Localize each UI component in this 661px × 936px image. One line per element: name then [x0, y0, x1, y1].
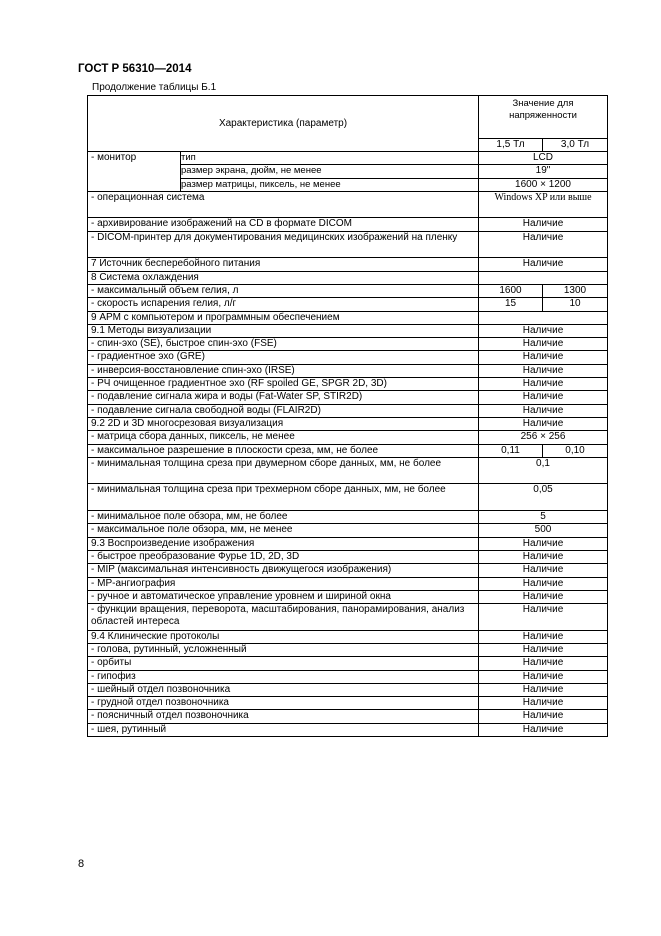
- value-rf-spoiled: Наличие: [479, 378, 608, 391]
- monitor-value: 1600 × 1200: [479, 178, 608, 191]
- param-fat-water: - подавление сигнала жира и воды (Fat-Water SP, STIR2D): [88, 391, 479, 404]
- value-flair: Наличие: [479, 404, 608, 417]
- param-playback: 9.3 Воспроизведение изображения: [88, 537, 479, 550]
- monitor-sub-label: размер матрицы, пиксель, не менее: [181, 178, 479, 191]
- param-os: - операционная система: [88, 191, 479, 218]
- table-row: [88, 258, 608, 271]
- table-row: [88, 524, 608, 537]
- monitor-value: 19": [479, 165, 608, 178]
- table-row: [88, 271, 608, 284]
- value-playback: Наличие: [479, 537, 608, 550]
- value-1-5t-helium-rate: 15: [479, 298, 543, 311]
- table-row: [88, 511, 608, 524]
- value-3-0t-helium-volume: 1300: [543, 284, 608, 297]
- param-head: - голова, рутинный, усложненный: [88, 643, 479, 656]
- table-row: [88, 231, 608, 258]
- param-mip: - MIP (максимальная интенсивность движущегося изображения): [88, 564, 479, 577]
- param-matrix: - матрица сбора данных, пиксель, не менее: [88, 431, 479, 444]
- table-row: [88, 723, 608, 736]
- param-window-level: - ручное и автоматическое управление уровнем и шириной окна: [88, 590, 479, 603]
- value-pituitary: Наличие: [479, 670, 608, 683]
- table-row: [88, 683, 608, 696]
- table-row: [88, 417, 608, 430]
- param-multislice: 9.2 2D и 3D многосрезовая визуализация: [88, 417, 479, 430]
- param-orbits: - орбиты: [88, 657, 479, 670]
- monitor-sub-label: тип: [181, 152, 479, 165]
- param-helium-rate: - скорость испарения гелия, л/г: [88, 298, 479, 311]
- table-row: [88, 697, 608, 710]
- column-header-1-5t: 1,5 Тл: [479, 139, 543, 152]
- value-mra: Наличие: [479, 577, 608, 590]
- value-3-0t-max-resolution: 0,10: [543, 444, 608, 457]
- value-head: Наличие: [479, 643, 608, 656]
- monitor-value: LCD: [479, 152, 608, 165]
- value-cooling: [479, 271, 608, 284]
- param-pituitary: - гипофиз: [88, 670, 479, 683]
- value-fft: Наличие: [479, 550, 608, 563]
- param-se-fse: - спин-эхо (SE), быстрое спин-эхо (FSE): [88, 338, 479, 351]
- value-max-fov: 500: [479, 524, 608, 537]
- table-row: [88, 191, 608, 218]
- value-dicom-printer: Наличие: [479, 231, 608, 258]
- param-helium-volume: - максимальный объем гелия, л: [88, 284, 479, 297]
- param-min-thickness-2d: - минимальная толщина среза при двумерном сборе данных, мм, не более: [88, 457, 479, 484]
- param-thoracic: - грудной отдел позвоночника: [88, 697, 479, 710]
- table-body: [88, 152, 608, 737]
- value-1-5t-max-resolution: 0,11: [479, 444, 543, 457]
- table-row: [88, 577, 608, 590]
- param-arm: 9 АРМ с компьютером и программным обеспечением: [88, 311, 479, 324]
- table-row: [88, 550, 608, 563]
- table-row: [88, 590, 608, 603]
- param-flair: - подавление сигнала свободной воды (FLAIR2D): [88, 404, 479, 417]
- table-row: [88, 351, 608, 364]
- value-cervical: Наличие: [479, 683, 608, 696]
- param-mra: - МР-ангиография: [88, 577, 479, 590]
- table-row: [88, 444, 608, 457]
- param-rf-spoiled: - РЧ очищенное градиентное эхо (RF spoiled GE, SPGR 2D, 3D): [88, 378, 479, 391]
- value-rotation: Наличие: [479, 604, 608, 631]
- table-row: [88, 657, 608, 670]
- value-neck: Наличие: [479, 723, 608, 736]
- param-vis-methods: 9.1 Методы визуализации: [88, 324, 479, 337]
- table-row: [88, 431, 608, 444]
- param-lumbar: - поясничный отдел позвоночника: [88, 710, 479, 723]
- param-cooling: 8 Система охлаждения: [88, 271, 479, 284]
- param-rotation: - функции вращения, переворота, масштабирования, панорамирования, анализ областей интереса: [88, 604, 479, 631]
- table-row: [88, 311, 608, 324]
- column-header-3-0t: 3,0 Тл: [543, 139, 608, 152]
- param-dicom-printer: - DICOM-принтер для документирования медицинских изображений на пленку: [88, 231, 479, 258]
- value-min-fov: 5: [479, 511, 608, 524]
- table-row: [88, 710, 608, 723]
- table-row: [88, 284, 608, 297]
- param-max-fov: - максимальное поле обзора, мм, не менее: [88, 524, 479, 537]
- value-min-thickness-3d: 0,05: [479, 484, 608, 511]
- table-row: [88, 218, 608, 231]
- value-se-fse: Наличие: [479, 338, 608, 351]
- table-row: [88, 537, 608, 550]
- value-irse: Наличие: [479, 364, 608, 377]
- table-row: [88, 152, 608, 165]
- value-os: Windows XP или выше: [479, 191, 608, 218]
- monitor-sub-label: размер экрана, дюйм, не менее: [181, 165, 479, 178]
- table-row: [88, 630, 608, 643]
- param-gre: - градиентное эхо (GRE): [88, 351, 479, 364]
- table-row: [88, 338, 608, 351]
- value-archive: Наличие: [479, 218, 608, 231]
- table-row: [88, 378, 608, 391]
- param-max-resolution: - максимальное разрешение в плоскости среза, мм, не более: [88, 444, 479, 457]
- value-protocols: Наличие: [479, 630, 608, 643]
- param-min-thickness-3d: - минимальная толщина среза при трехмерном сборе данных, мм, не более: [88, 484, 479, 511]
- param-protocols: 9.4 Клинические протоколы: [88, 630, 479, 643]
- param-ups: 7 Источник бесперебойного питания: [88, 258, 479, 271]
- param-fft: - быстрое преобразование Фурье 1D, 2D, 3D: [88, 550, 479, 563]
- specification-table: [87, 95, 608, 737]
- param-irse: - инверсия-восстановление спин-эхо (IRSE): [88, 364, 479, 377]
- table-row: [88, 364, 608, 377]
- param-neck: - шея, рутинный: [88, 723, 479, 736]
- table-row: [88, 484, 608, 511]
- table-row: [88, 404, 608, 417]
- param-archive: - архивирование изображений на CD в формате DICOM: [88, 218, 479, 231]
- table-row: [88, 391, 608, 404]
- table-row: [88, 604, 608, 631]
- value-mip: Наличие: [479, 564, 608, 577]
- table-row: [88, 564, 608, 577]
- table-row: [88, 324, 608, 337]
- value-orbits: Наличие: [479, 657, 608, 670]
- value-min-thickness-2d: 0,1: [479, 457, 608, 484]
- document-header: ГОСТ Р 56310—2014: [78, 63, 192, 75]
- table-row: [88, 670, 608, 683]
- value-ups: Наличие: [479, 258, 608, 271]
- value-window-level: Наличие: [479, 590, 608, 603]
- param-min-fov: - минимальное поле обзора, мм, не более: [88, 511, 479, 524]
- table-row: [88, 457, 608, 484]
- value-thoracic: Наличие: [479, 697, 608, 710]
- monitor-label: - монитор: [88, 152, 181, 192]
- value-group-header: Значение для напряженности: [479, 96, 608, 139]
- table-row: [88, 298, 608, 311]
- value-1-5t-helium-volume: 1600: [479, 284, 543, 297]
- value-arm: [479, 311, 608, 324]
- value-3-0t-helium-rate: 10: [543, 298, 608, 311]
- parameter-header: Характеристика (параметр): [88, 96, 479, 152]
- page-number: 8: [78, 858, 85, 870]
- table-caption: Продолжение таблицы Б.1: [92, 82, 217, 93]
- value-fat-water: Наличие: [479, 391, 608, 404]
- value-lumbar: Наличие: [479, 710, 608, 723]
- table-row: [88, 643, 608, 656]
- value-vis-methods: Наличие: [479, 324, 608, 337]
- value-multislice: Наличие: [479, 417, 608, 430]
- param-cervical: - шейный отдел позвоночника: [88, 683, 479, 696]
- value-gre: Наличие: [479, 351, 608, 364]
- value-matrix: 256 × 256: [479, 431, 608, 444]
